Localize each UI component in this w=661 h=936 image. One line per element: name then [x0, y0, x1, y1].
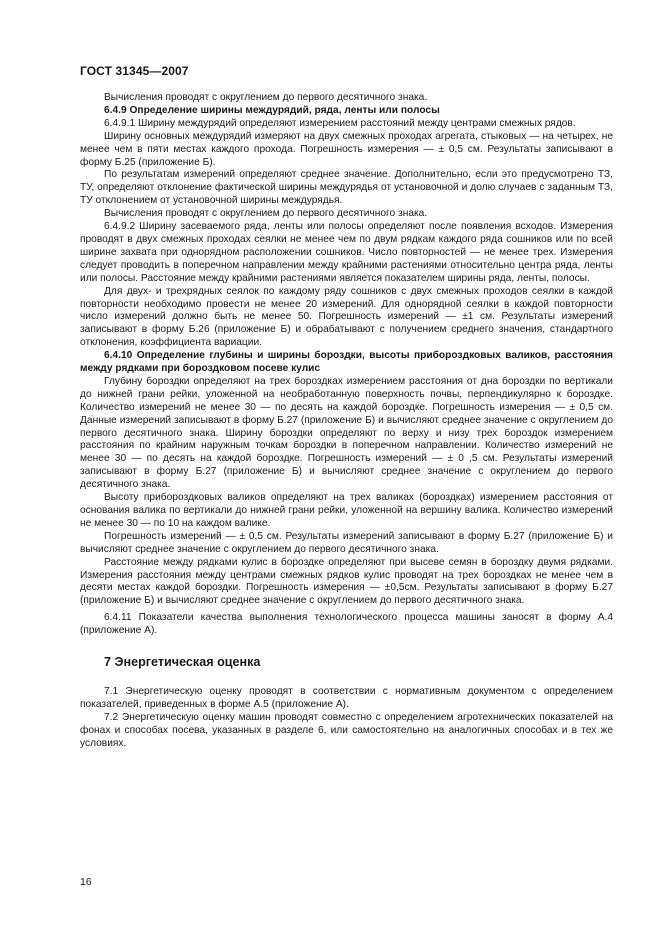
paragraph: Вычисления проводят с округлением до первого десятичного знака.	[104, 208, 428, 220]
paragraph: Ширину основных междурядий измеряют на двух смежных проходах агрегата, стыковых — на четырех, не менее чем в пяти местах каждого прохода. Погрешность измерения — ± 0,5 см. Результаты записывают в форму Б.25 (приложение Б).	[80, 130, 613, 168]
paragraph: Вычисления проводят с округлением до первого десятичного знака.	[104, 92, 428, 103]
document-body	[80, 92, 613, 751]
section-heading-6-4-10: 6.4.10 Определение глубины и ширины бороздки, высоты приборoздковых валиков, расстояния между рядками при бороздковом посеве кулис	[80, 350, 613, 375]
paragraph: Для двух- и трехрядных сеялок по каждому ряду сошников с двух смежных проходов сеялки в каждой повторности необходимо провести не менее 20 измерений. Для однорядной сеялки в каждой повторности число измерений должно быть не менее 50. Погрешность измерений — ±1 см. Результаты измерений записывают в форму Б.26 (приложение Б) и обрабатывают с получением среднего значения, стандартного отклонения, коэффициента вариации.	[80, 285, 613, 349]
paragraph: Глубину бороздки определяют на трех бороздках измерением расстояния от дна бороздки по вертикали до нижней грани рейки, уложенной на необработанную поверхность почвы, перпендикулярно к бороздке. Количество измерений не менее 30 — по десять на каждой бороздке. Погрешность измерения — ± 0,5 см. Данные измерений записывают в форму Б.27 (приложение Б) и вычисляют среднее значение с округлением до первого десятичного знака. Ширину бороздки определяют по верху и низу трех бороздок измерением расстояния по крайним наружным точкам бороздки в поперечном направлении. Количество измерений не менее 30 — по десять на каждой бороздке. Погрешность измерений — ± 0 ,5 см. Результаты измерений записывают в форму Б.27 (приложение Б) и вычисляют среднее значение с округлением до первого десятичного знака.	[80, 375, 613, 491]
paragraph: 6.4.9.2 Ширину засеваемого ряда, ленты или полосы определяют после появления всходов. Измерения проводят в двух смежных проходах сеялки не менее чем по двум рядкам каждого ряда сошников или по всей ширине захвата при однорядном расположении сошников. Число повторностей — не менее трех. Измерения следует проводить в поперечном направлении между крайними растениями относительно центра ряда, ленты или полосы. Расстояние между крайними растениями является показателем ширины ряда, ленты, полосы.	[80, 221, 613, 284]
paragraph: 7.1 Энергетическую оценку проводят в соответствии с нормативным документом с определением показателей, приведенных в форме А.5 (приложение А).	[80, 685, 613, 710]
paragraph: Погрешность измерений — ± 0,5 см. Результаты измерений записывают в форму Б.27 (приложение Б) и вычисляют среднее значение с округлением до первого десятичного знака.	[80, 530, 613, 555]
paragraph: Высоту приборoздковых валиков определяют на трех валиках (бороздках) измерением расстояния от основания валика по вертикали до нижней грани рейки, уложенной на вершину валика. Количество измерений не менее 30 — по 10 на каждом валике.	[80, 492, 613, 529]
page-number: 16	[80, 876, 92, 888]
section-heading-7: 7 Энергетическая оценка	[104, 655, 261, 670]
paragraph: 6.4.11 Показатели качества выполнения технологического процесса машины заносят в форму А.4 (приложение А).	[80, 612, 613, 637]
document-header: ГОСТ 31345—2007	[80, 64, 189, 78]
paragraph: Расстояние между рядками кулис в бороздке определяют при высеве семян в бороздку двумя рядками. Измерения расстояния между центрами смежных рядков кулис проводят на трех бороздках не менее чем в десяти местах каждой бороздки. Погрешность измерения — ±0,5см. Результаты записывают в форму Б.27 (приложение Б) и вычисляют среднее значение с округлением до первого десятичного знака.	[80, 556, 613, 607]
section-heading-6-4-9: 6.4.9 Определение ширины междурядий, ряда, ленты или полосы	[104, 104, 440, 116]
paragraph: 6.4.9.1 Ширину междурядий определяют измерением расстояний между центрами смежных рядов.	[104, 117, 576, 129]
paragraph: 7.2 Энергетическую оценку машин проводят совместно с определением агротехнических показателей на фонах и способах посева, указанных в разделе 6, или самостоятельно на аналогичных способах и в тех же условиях.	[80, 711, 613, 749]
paragraph: По результатам измерений определяют среднее значение. Дополнительно, если это предусмотрено ТЗ, ТУ, определяют отклонение фактической ширины междурядья от установочной и долю случаев с заданным ТЗ, ТУ отклонением от установочной ширины междурядья.	[80, 169, 613, 207]
